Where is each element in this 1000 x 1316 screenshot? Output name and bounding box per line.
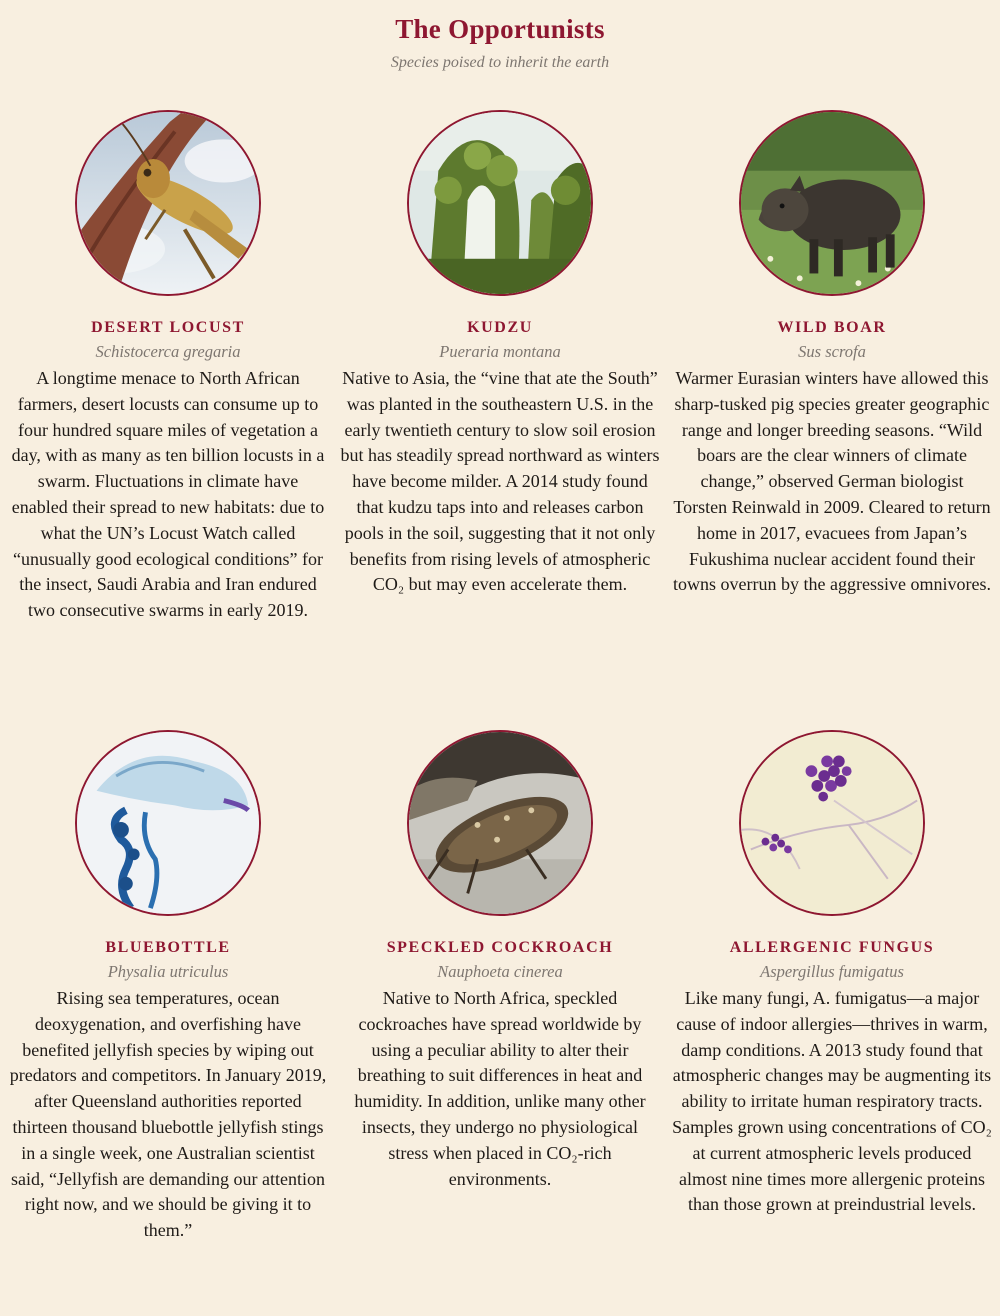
- species-card-wild-boar: [672, 110, 992, 598]
- species-latin-name: Nauphoeta cinerea: [437, 962, 563, 981]
- cockroach-photo: [407, 730, 593, 916]
- species-description: Like many fungi, A. fumigatus—a major cause of indoor allergies—thrives in warm, damp conditions. A 2013 study found that atmospheric changes may be augmenting its ability to irritate human respiratory tracts. Samples grown using concentrations of CO₂ at current atmospheric levels produced almost nine times more allergenic proteins than those grown at preindustrial levels.: [672, 988, 992, 1215]
- species-latin-name: Pueraria montana: [439, 342, 561, 361]
- species-latin-name: Physalia utriculus: [107, 962, 229, 981]
- species-description: Native to North Africa, speckled cockroaches have spread worldwide by using a peculiar ability to alter their breathing to suit differences in heat and humidity. In addition, unlike many other insects, they undergo no physiological stress when placed in CO₂-rich environments.: [354, 988, 646, 1189]
- locust-photo: [75, 110, 261, 296]
- page-subtitle: Species poised to inherit the earth: [390, 54, 610, 71]
- jellyfish-photo: [75, 730, 261, 916]
- species-common-name: KUDZU: [467, 319, 533, 336]
- species-common-name: DESERT LOCUST: [91, 319, 245, 336]
- species-card-desert-locust: [8, 110, 328, 624]
- fungus-photo: [739, 730, 925, 916]
- species-latin-name: Schistocerca gregaria: [95, 342, 241, 361]
- species-description: A longtime menace to North African farmers, desert locusts can consume up to four hundred square miles of vegetation a day, with as many as ten billion locusts in a swarm. Fluctuations in climate have enabled their spread to new habitats: due to what the UN’s Locust Watch called “unusually good ecological conditions” for the insect, Saudi Arabia and Iran endured two consecutive swarms in early 2019.: [11, 368, 325, 621]
- species-latin-name: Aspergillus fumigatus: [760, 962, 904, 981]
- species-common-name: ALLERGENIC FUNGUS: [729, 939, 935, 956]
- species-description: Native to Asia, the “vine that ate the South” was planted in the southeastern U.S. in the early twentieth century to slow soil erosion but has steadily spread northward as winters have become milder. A 2014 study found that kudzu taps into and releases carbon pools in the soil, suggesting that it not only benefits from rising levels of atmospheric CO₂ but may even accelerate them.: [340, 368, 660, 595]
- species-card-allergenic-fungus: [672, 730, 992, 1218]
- page-title: The Opportunists: [395, 14, 605, 44]
- species-card-kudzu: [340, 110, 660, 598]
- species-card-speckled-cockroach: [340, 730, 660, 1192]
- species-card-bluebottle: [8, 730, 328, 1244]
- species-description: Rising sea temperatures, ocean deoxygenation, and overfishing have benefited jellyfish species by wiping out predators and competitors. In January 2019, after Queensland authorities reported thirteen thousand bluebottle jellyfish stings in a single week, one Australian scientist said, “Jellyfish are demanding our attention right now, and we should be giving it to them.”: [9, 988, 327, 1241]
- boar-photo: [739, 110, 925, 296]
- species-latin-name: Sus scrofa: [798, 342, 866, 361]
- species-description: Warmer Eurasian winters have allowed this sharp-tusked pig species greater geographic range and longer breeding seasons. “Wild boars are the clear winners of climate change,” observed German biologist Torsten Reinwald in 2009. Cleared to return home in 2017, evacuees from Japan’s Fukushima nuclear accident found their towns overrun by the aggressive omnivores.: [673, 368, 991, 595]
- kudzu-photo: [407, 110, 593, 296]
- species-common-name: WILD BOAR: [777, 319, 887, 336]
- species-common-name: BLUEBOTTLE: [105, 939, 231, 956]
- species-common-name: SPECKLED COCKROACH: [386, 939, 614, 956]
